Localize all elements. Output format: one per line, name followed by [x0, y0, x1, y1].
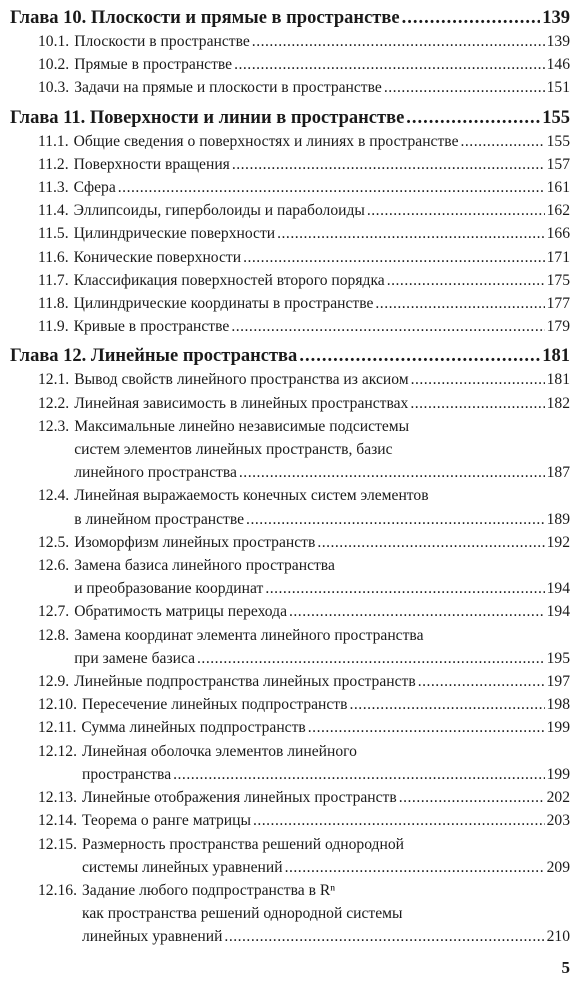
- section-title: [74, 315, 570, 338]
- section-number: 10.3.: [38, 79, 70, 97]
- section-number: 11.7.: [38, 271, 69, 289]
- section-number: 12.15.: [38, 835, 77, 853]
- section-title-text: Конические поверхности: [73, 248, 242, 266]
- section-number: 12.7.: [38, 603, 70, 621]
- section-title-line: [74, 577, 570, 600]
- dot-leader: [411, 368, 545, 391]
- chapter-heading[interactable]: [10, 6, 570, 30]
- section-title-line: [74, 484, 570, 507]
- section-number: 11.6.: [38, 248, 69, 266]
- section-page-number: 157: [546, 155, 570, 173]
- section-title-text: линейного пространства: [74, 464, 237, 482]
- section-title-text: Линейные отображения линейных пространств: [81, 789, 397, 807]
- section-title-line: [74, 222, 570, 245]
- section-title: [74, 30, 570, 53]
- section-title-text: Цилиндрические координаты в пространстве: [73, 295, 374, 313]
- chapter-page-number: 139: [542, 8, 570, 28]
- toc-entry[interactable]: [10, 315, 570, 338]
- section-title: [82, 809, 570, 832]
- section-title-line: [74, 368, 570, 391]
- toc-entry[interactable]: [10, 693, 570, 716]
- dot-leader: [277, 222, 544, 245]
- section-title-text: Задание любого подпространства в Rⁿ: [81, 881, 336, 899]
- chapter-block: [10, 6, 570, 100]
- toc-entry[interactable]: [10, 176, 570, 199]
- section-title-text: Плоскости в пространстве: [74, 33, 250, 50]
- section-title-line: [82, 902, 570, 925]
- section-page-number: 181: [546, 371, 570, 389]
- section-page-number: 199: [546, 765, 570, 783]
- dot-leader: [308, 716, 545, 739]
- section-page-number: 166: [546, 225, 570, 243]
- section-title-text: Замена базиса линейного пространства: [74, 557, 335, 575]
- section-title-line: [74, 461, 570, 484]
- section-title-line: [74, 269, 570, 292]
- section-title-line: [74, 647, 570, 670]
- section-title-text: Обратимость матрицы перехода: [74, 603, 287, 621]
- section-page-number: 194: [546, 603, 570, 621]
- dot-leader: [239, 461, 545, 484]
- section-page-number: 203: [546, 812, 570, 830]
- section-page-number: 192: [546, 533, 570, 551]
- section-number: 12.1.: [38, 371, 70, 389]
- chapter-block: [10, 344, 570, 948]
- section-title-line: [74, 392, 570, 415]
- section-number: 10.1.: [38, 33, 70, 50]
- section-title-line: [82, 740, 570, 763]
- section-number: 12.16.: [38, 881, 77, 899]
- section-title-text: пространства: [81, 765, 172, 783]
- section-title-text: Сумма линейных подпространств: [81, 719, 306, 737]
- section-title-line: [74, 624, 570, 647]
- section-title: [74, 292, 570, 315]
- section-title: [82, 879, 570, 949]
- section-title-line: [74, 176, 570, 199]
- section-title: [74, 199, 570, 222]
- section-title-text: Размерность пространства решений однородной: [81, 835, 404, 853]
- dot-leader: [317, 531, 544, 554]
- section-title-line: [74, 76, 570, 99]
- toc-entry[interactable]: [10, 292, 570, 315]
- section-title-line: [74, 130, 570, 153]
- section-title-text: Максимальные линейно независимые подсистемы: [74, 417, 410, 435]
- section-title-text: как пространства решений однородной системы: [81, 905, 403, 923]
- dot-leader: [285, 856, 545, 879]
- dot-leader: [252, 30, 545, 53]
- section-title-text: при замене базиса: [74, 649, 196, 667]
- section-title-text: Прямые в пространстве: [74, 56, 233, 74]
- toc-entry[interactable]: [10, 740, 570, 786]
- toc-entry[interactable]: [10, 833, 570, 879]
- toc-entry[interactable]: [10, 624, 570, 670]
- dot-leader: [410, 392, 544, 415]
- dot-leader: [461, 130, 545, 153]
- section-number: 12.3.: [38, 417, 70, 435]
- section-title-line: [74, 246, 570, 269]
- section-title-line: [82, 809, 570, 832]
- chapter-title: Глава 10. Плоскости и прямые в пространстве: [10, 8, 400, 28]
- toc-entry[interactable]: [10, 809, 570, 832]
- section-number: 11.1.: [38, 132, 69, 150]
- dot-leader: [406, 106, 540, 130]
- section-title-line: [74, 199, 570, 222]
- section-title-line: [82, 833, 570, 856]
- dot-leader: [246, 508, 545, 531]
- section-page-number: 189: [546, 510, 570, 528]
- dot-leader: [399, 786, 545, 809]
- section-page-number: 162: [546, 202, 570, 220]
- chapter-page-number: 181: [542, 346, 570, 367]
- section-page-number: 175: [546, 271, 570, 289]
- dot-leader: [289, 600, 545, 623]
- section-title-text: Линейные подпространства линейных пространств: [74, 673, 416, 691]
- section-number: 12.13.: [38, 789, 77, 807]
- toc-entry[interactable]: [10, 53, 570, 76]
- section-number: 12.11.: [38, 719, 77, 737]
- toc-entry[interactable]: [10, 600, 570, 623]
- section-title-text: Линейная выражаемость конечных систем элементов: [74, 487, 429, 505]
- toc-entry[interactable]: [10, 531, 570, 554]
- section-title: [74, 76, 570, 99]
- section-title: [74, 130, 570, 153]
- toc-entry[interactable]: [10, 76, 570, 99]
- section-title-text: Линейная оболочка элементов линейного: [81, 742, 357, 760]
- toc-entry[interactable]: [10, 716, 570, 739]
- dot-leader: [243, 246, 545, 269]
- section-page-number: 151: [546, 79, 570, 97]
- dot-leader: [299, 344, 540, 368]
- section-title-line: [74, 531, 570, 554]
- section-title: [74, 222, 570, 245]
- section-title: [74, 415, 570, 485]
- dot-leader: [384, 76, 545, 99]
- section-title-line: [81, 716, 570, 739]
- section-page-number: 171: [546, 248, 570, 266]
- section-title-text: Задачи на прямые и плоскости в пространстве: [74, 79, 382, 97]
- section-title: [74, 600, 570, 623]
- section-title-line: [74, 315, 570, 338]
- section-title-line: [74, 508, 570, 531]
- section-number: 12.6.: [38, 557, 70, 575]
- section-number: 10.2.: [38, 56, 70, 74]
- section-page-number: 209: [546, 858, 570, 876]
- section-page-number: 139: [546, 33, 570, 50]
- section-page-number: 195: [546, 649, 570, 667]
- section-title-text: Общие сведения о поверхностях и линиях в пространстве: [73, 132, 459, 150]
- section-title-text: Поверхности вращения: [73, 155, 230, 173]
- section-title-line: [74, 53, 570, 76]
- chapter-block: [10, 106, 570, 339]
- chapter-title: Глава 11. Поверхности и линии в пространстве: [10, 107, 405, 128]
- toc-entry[interactable]: [10, 670, 570, 693]
- chapter-heading[interactable]: [10, 106, 570, 130]
- toc-entry[interactable]: [10, 415, 570, 485]
- section-title-text: Пересечение линейных подпространств: [81, 696, 348, 714]
- dot-leader: [173, 763, 544, 786]
- dot-leader: [367, 199, 545, 222]
- dot-leader: [253, 809, 545, 832]
- section-page-number: 197: [546, 673, 570, 691]
- toc-entry[interactable]: [10, 130, 570, 153]
- section-title: [74, 531, 570, 554]
- section-page-number: 187: [546, 464, 570, 482]
- section-title: [74, 368, 570, 391]
- toc-entry[interactable]: [10, 879, 570, 949]
- section-number: 12.2.: [38, 394, 70, 412]
- section-title-line: [82, 879, 570, 902]
- section-page-number: 179: [546, 318, 570, 336]
- section-number: 12.12.: [38, 742, 77, 760]
- section-title: [82, 833, 570, 879]
- section-page-number: 199: [546, 719, 570, 737]
- section-title: [74, 670, 570, 693]
- section-number: 11.8.: [38, 295, 69, 313]
- section-title-text: Линейная зависимость в линейных пространствах: [74, 394, 409, 412]
- toc-entry[interactable]: [10, 153, 570, 176]
- section-title-text: Кривые в пространстве: [73, 318, 230, 336]
- section-title-text: и преобразование координат: [74, 580, 264, 598]
- section-title-line: [82, 925, 570, 948]
- section-page-number: 202: [546, 789, 570, 807]
- toc-entry[interactable]: [10, 246, 570, 269]
- page-number: 5: [561, 958, 570, 977]
- section-title: [74, 392, 570, 415]
- section-title-line: [74, 415, 570, 438]
- section-title: [74, 53, 570, 76]
- section-title-line: [74, 670, 570, 693]
- section-title: [82, 786, 570, 809]
- section-title-line: [74, 600, 570, 623]
- section-title-text: Вывод свойств линейного пространства из аксиом: [74, 371, 409, 389]
- section-title-line: [74, 292, 570, 315]
- section-title-line: [74, 153, 570, 176]
- section-number: 12.4.: [38, 487, 70, 505]
- chapter-title: Глава 12. Линейные пространства: [10, 346, 298, 367]
- section-title-text: в линейном пространстве: [74, 510, 245, 528]
- section-title: [74, 176, 570, 199]
- section-title-text: линейных уравнений: [81, 928, 223, 946]
- section-title-line: [74, 554, 570, 577]
- section-title-text: систем элементов линейных пространств, базис: [74, 441, 393, 459]
- toc-entry[interactable]: [10, 484, 570, 530]
- section-page-number: 198: [546, 696, 570, 714]
- section-page-number: 161: [546, 179, 570, 197]
- section-title-line: [82, 763, 570, 786]
- section-number: 12.9.: [38, 673, 70, 691]
- section-number: 11.9.: [38, 318, 69, 336]
- dot-leader: [350, 693, 545, 716]
- section-title-text: Эллипсоиды, гиперболоиды и параболоиды: [73, 202, 365, 220]
- toc-entry[interactable]: [10, 786, 570, 809]
- section-page-number: 194: [546, 580, 570, 598]
- section-title: [82, 740, 570, 786]
- section-page-number: 177: [546, 295, 570, 313]
- section-page-number: 210: [546, 928, 570, 946]
- section-title-line: [82, 786, 570, 809]
- section-title-text: Цилиндрические поверхности: [73, 225, 276, 243]
- section-title-text: Замена координат элемента линейного пространства: [74, 626, 424, 644]
- section-title-line: [82, 856, 570, 879]
- section-title: [81, 716, 570, 739]
- chapter-heading[interactable]: [10, 344, 570, 368]
- section-title-line: [74, 438, 570, 461]
- section-number: 11.4.: [38, 202, 69, 220]
- section-page-number: 155: [546, 132, 570, 150]
- toc-entry[interactable]: [10, 269, 570, 292]
- toc-entry[interactable]: [10, 222, 570, 245]
- toc-entry[interactable]: [10, 554, 570, 600]
- dot-leader: [232, 153, 545, 176]
- section-title-text: Классификация поверхностей второго порядка: [73, 271, 385, 289]
- section-page-number: 146: [546, 56, 570, 74]
- dot-leader: [197, 647, 545, 670]
- dot-leader: [375, 292, 544, 315]
- section-title-line: [82, 693, 570, 716]
- section-title: [74, 269, 570, 292]
- table-of-contents: [10, 6, 570, 955]
- toc-entry[interactable]: [10, 392, 570, 415]
- toc-entry[interactable]: [10, 368, 570, 391]
- section-title-text: Изоморфизм линейных пространств: [74, 533, 316, 551]
- section-title: [82, 693, 570, 716]
- section-title: [74, 554, 570, 600]
- section-title-text: Теорема о ранге матрицы: [81, 812, 251, 830]
- dot-leader: [234, 53, 545, 76]
- toc-entry[interactable]: [10, 30, 570, 53]
- chapter-page-number: 155: [542, 107, 570, 128]
- section-number: 11.5.: [38, 225, 69, 243]
- section-number: 11.2.: [38, 155, 69, 173]
- dot-leader: [231, 315, 544, 338]
- section-title-text: Сфера: [73, 179, 116, 197]
- section-number: 12.8.: [38, 626, 70, 644]
- section-number: 12.5.: [38, 533, 70, 551]
- section-title: [74, 484, 570, 530]
- dot-leader: [387, 269, 545, 292]
- section-title: [74, 624, 570, 670]
- dot-leader: [224, 925, 544, 948]
- section-title-line: [74, 30, 570, 53]
- section-title-text: системы линейных уравнений: [81, 858, 283, 876]
- section-number: 11.3.: [38, 179, 69, 197]
- section-number: 12.10.: [38, 696, 77, 714]
- dot-leader: [402, 6, 541, 30]
- dot-leader: [265, 577, 544, 600]
- section-page-number: 182: [546, 394, 570, 412]
- dot-leader: [118, 176, 545, 199]
- dot-leader: [418, 670, 545, 693]
- section-number: 12.14.: [38, 812, 77, 830]
- toc-entry[interactable]: [10, 199, 570, 222]
- section-title: [74, 246, 570, 269]
- section-title: [74, 153, 570, 176]
